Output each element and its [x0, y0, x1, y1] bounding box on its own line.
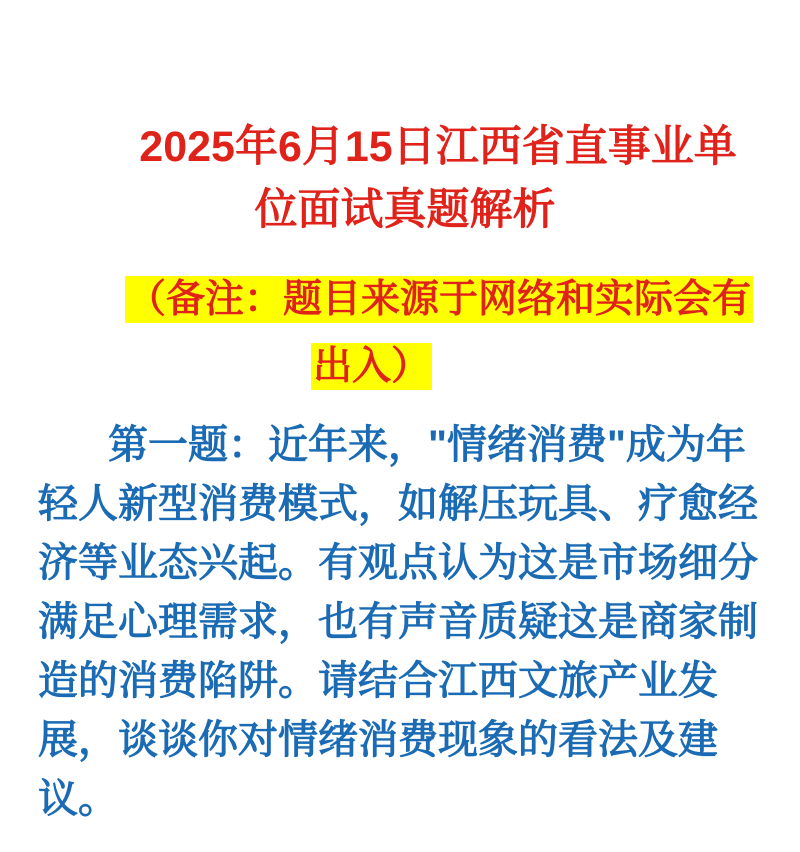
question-line: 满足心理需求，也有声音质疑这是商家制: [38, 600, 758, 644]
question-line: 轻人新型消费模式，如解压玩具、疗愈经: [38, 482, 758, 526]
note-highlight-text: （备注：题目来源于网络和实际会有: [127, 278, 752, 321]
question-paragraph: [38, 416, 776, 829]
title-text: 位面试真题解析: [254, 186, 556, 234]
page-title-line-2: [0, 185, 800, 235]
question-line: 议。: [38, 777, 118, 821]
title-text: 2025年6月15日江西省直事业单: [139, 123, 737, 171]
note-line-2: [311, 343, 432, 390]
question-line: 济等业态兴起。有观点认为这是市场细分: [38, 541, 758, 585]
note-line-1: [125, 276, 753, 323]
page-title-line-1: [0, 122, 800, 172]
note-highlight-text: 出入）: [313, 345, 431, 388]
question-line: 展，谈谈你对情绪消费现象的看法及建: [38, 718, 718, 762]
question-line: 第一题：近年来，"情绪消费"成为年: [108, 423, 746, 467]
question-line: 造的消费陷阱。请结合江西文旅产业发: [38, 659, 718, 703]
